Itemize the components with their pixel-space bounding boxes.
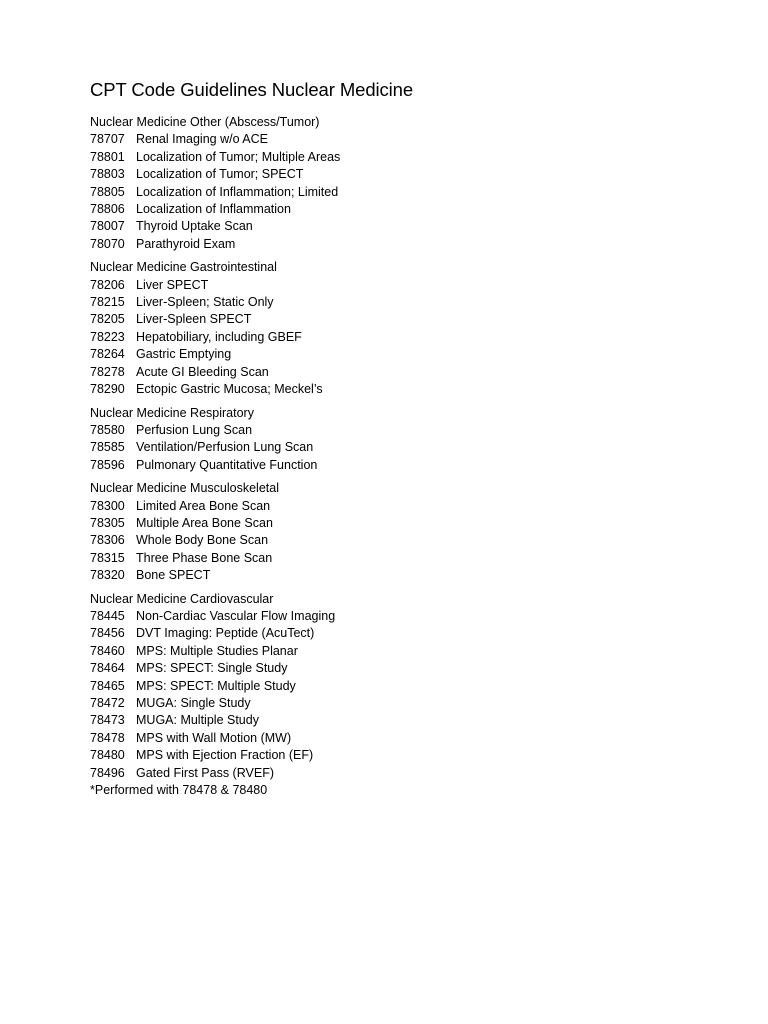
footnote: *Performed with 78478 & 78480	[90, 783, 268, 798]
code-description: Hepatobiliary, including GBEF	[136, 329, 302, 344]
section-heading: Nuclear Medicine Cardiovascular	[90, 591, 274, 606]
cpt-code: 78290	[90, 382, 125, 397]
sections-container	[90, 114, 730, 782]
code-row	[90, 678, 730, 695]
code-description: Non-Cardiac Vascular Flow Imaging	[136, 608, 336, 623]
section-heading: Nuclear Medicine Musculoskeletal	[90, 481, 279, 496]
cpt-code: 78707	[90, 132, 125, 147]
section-heading: Nuclear Medicine Gastrointestinal	[90, 260, 277, 275]
cpt-code: 78806	[90, 202, 125, 217]
cpt-code: 78478	[90, 730, 125, 745]
code-description: DVT Imaging: Peptide (AcuTect)	[136, 626, 315, 641]
cpt-code: 78496	[90, 765, 125, 780]
cpt-code: 78278	[90, 364, 125, 379]
code-row	[90, 515, 730, 532]
code-row	[90, 608, 730, 625]
code-row	[90, 381, 730, 398]
code-row	[90, 457, 730, 474]
code-row	[90, 218, 730, 235]
code-row	[90, 660, 730, 677]
cpt-code: 78205	[90, 312, 125, 327]
code-description: Renal Imaging w/o ACE	[136, 132, 269, 147]
cpt-code: 78264	[90, 347, 125, 362]
cpt-code: 78300	[90, 498, 125, 513]
code-section	[90, 591, 730, 782]
code-row	[90, 550, 730, 567]
code-description: Three Phase Bone Scan	[136, 550, 273, 565]
cpt-code: 78596	[90, 457, 125, 472]
cpt-code: 78580	[90, 422, 125, 437]
cpt-code: 78805	[90, 184, 125, 199]
code-section	[90, 405, 730, 475]
code-description: Ventilation/Perfusion Lung Scan	[136, 440, 314, 455]
cpt-code: 78456	[90, 626, 125, 641]
code-row	[90, 236, 730, 253]
cpt-code: 78803	[90, 167, 125, 182]
code-description: Localization of Inflammation; Limited	[136, 184, 339, 199]
code-row	[90, 294, 730, 311]
code-description: MPS with Ejection Fraction (EF)	[136, 748, 314, 763]
cpt-code: 78305	[90, 515, 125, 530]
code-section	[90, 259, 730, 398]
section-heading: Nuclear Medicine Respiratory	[90, 405, 254, 420]
code-description: MUGA: Single Study	[136, 696, 251, 710]
code-description: MPS: SPECT: Single Study	[136, 661, 288, 676]
code-description: Liver-Spleen; Static Only	[136, 295, 274, 310]
cpt-code: 78007	[90, 219, 125, 234]
code-row	[90, 311, 730, 328]
code-description: Limited Area Bone Scan	[136, 498, 271, 513]
code-description: Multiple Area Bone Scan	[136, 515, 273, 530]
cpt-code: 78472	[90, 696, 125, 710]
cpt-code: 78206	[90, 277, 125, 292]
cpt-code: 78320	[90, 568, 125, 583]
cpt-code: 78445	[90, 608, 125, 623]
code-description: Perfusion Lung Scan	[136, 422, 253, 437]
code-row	[90, 712, 730, 729]
code-row	[90, 498, 730, 515]
code-description: Bone SPECT	[136, 568, 211, 583]
code-row	[90, 643, 730, 660]
code-description: Gastric Emptying	[136, 347, 232, 362]
cpt-code: 78460	[90, 643, 125, 658]
cpt-code: 78306	[90, 533, 125, 548]
code-description: Thyroid Uptake Scan	[136, 219, 253, 234]
code-description: Liver SPECT	[136, 277, 209, 292]
code-description: Gated First Pass (RVEF)	[136, 765, 274, 780]
cpt-code: 78070	[90, 236, 125, 251]
code-row	[90, 747, 730, 764]
cpt-code: 78215	[90, 295, 125, 310]
code-row	[90, 730, 730, 747]
cpt-code: 78585	[90, 440, 125, 455]
cpt-code: 78464	[90, 661, 125, 676]
code-description: Localization of Inflammation	[136, 202, 291, 217]
code-description: MPS: SPECT: Multiple Study	[136, 678, 296, 693]
code-row	[90, 201, 730, 218]
code-description: MPS with Wall Motion (MW)	[136, 730, 292, 745]
code-row	[90, 625, 730, 642]
code-row	[90, 329, 730, 346]
code-description: Acute GI Bleeding Scan	[136, 364, 269, 379]
code-section	[90, 480, 730, 584]
cpt-code: 78480	[90, 748, 125, 763]
code-row	[90, 695, 730, 712]
code-row	[90, 131, 730, 148]
code-row	[90, 765, 730, 782]
page-title: CPT Code Guidelines Nuclear Medicine	[90, 79, 414, 100]
code-row	[90, 277, 730, 294]
code-description: Localization of Tumor; SPECT	[136, 167, 304, 182]
code-description: Localization of Tumor; Multiple Areas	[136, 149, 341, 164]
code-description: Ectopic Gastric Mucosa; Meckel’s	[136, 382, 323, 397]
cpt-code: 78473	[90, 713, 125, 728]
cpt-code: 78315	[90, 550, 125, 565]
section-heading: Nuclear Medicine Other (Abscess/Tumor)	[90, 115, 320, 129]
code-description: Liver-Spleen SPECT	[136, 312, 252, 327]
code-description: MUGA: Multiple Study	[136, 713, 259, 728]
code-row	[90, 439, 730, 456]
code-section	[90, 114, 730, 253]
cpt-code: 78801	[90, 149, 125, 164]
code-row	[90, 149, 730, 166]
cpt-code: 78223	[90, 329, 125, 344]
code-row	[90, 166, 730, 183]
cpt-code: 78465	[90, 678, 125, 693]
code-row	[90, 346, 730, 363]
code-row	[90, 422, 730, 439]
code-row	[90, 567, 730, 584]
code-row	[90, 364, 730, 381]
code-description: Whole Body Bone Scan	[136, 533, 269, 548]
code-description: Parathyroid Exam	[136, 236, 236, 251]
code-row	[90, 532, 730, 549]
code-description: Pulmonary Quantitative Function	[136, 457, 318, 472]
code-row	[90, 184, 730, 201]
code-description: MPS: Multiple Studies Planar	[136, 643, 298, 658]
document-page	[90, 78, 730, 799]
